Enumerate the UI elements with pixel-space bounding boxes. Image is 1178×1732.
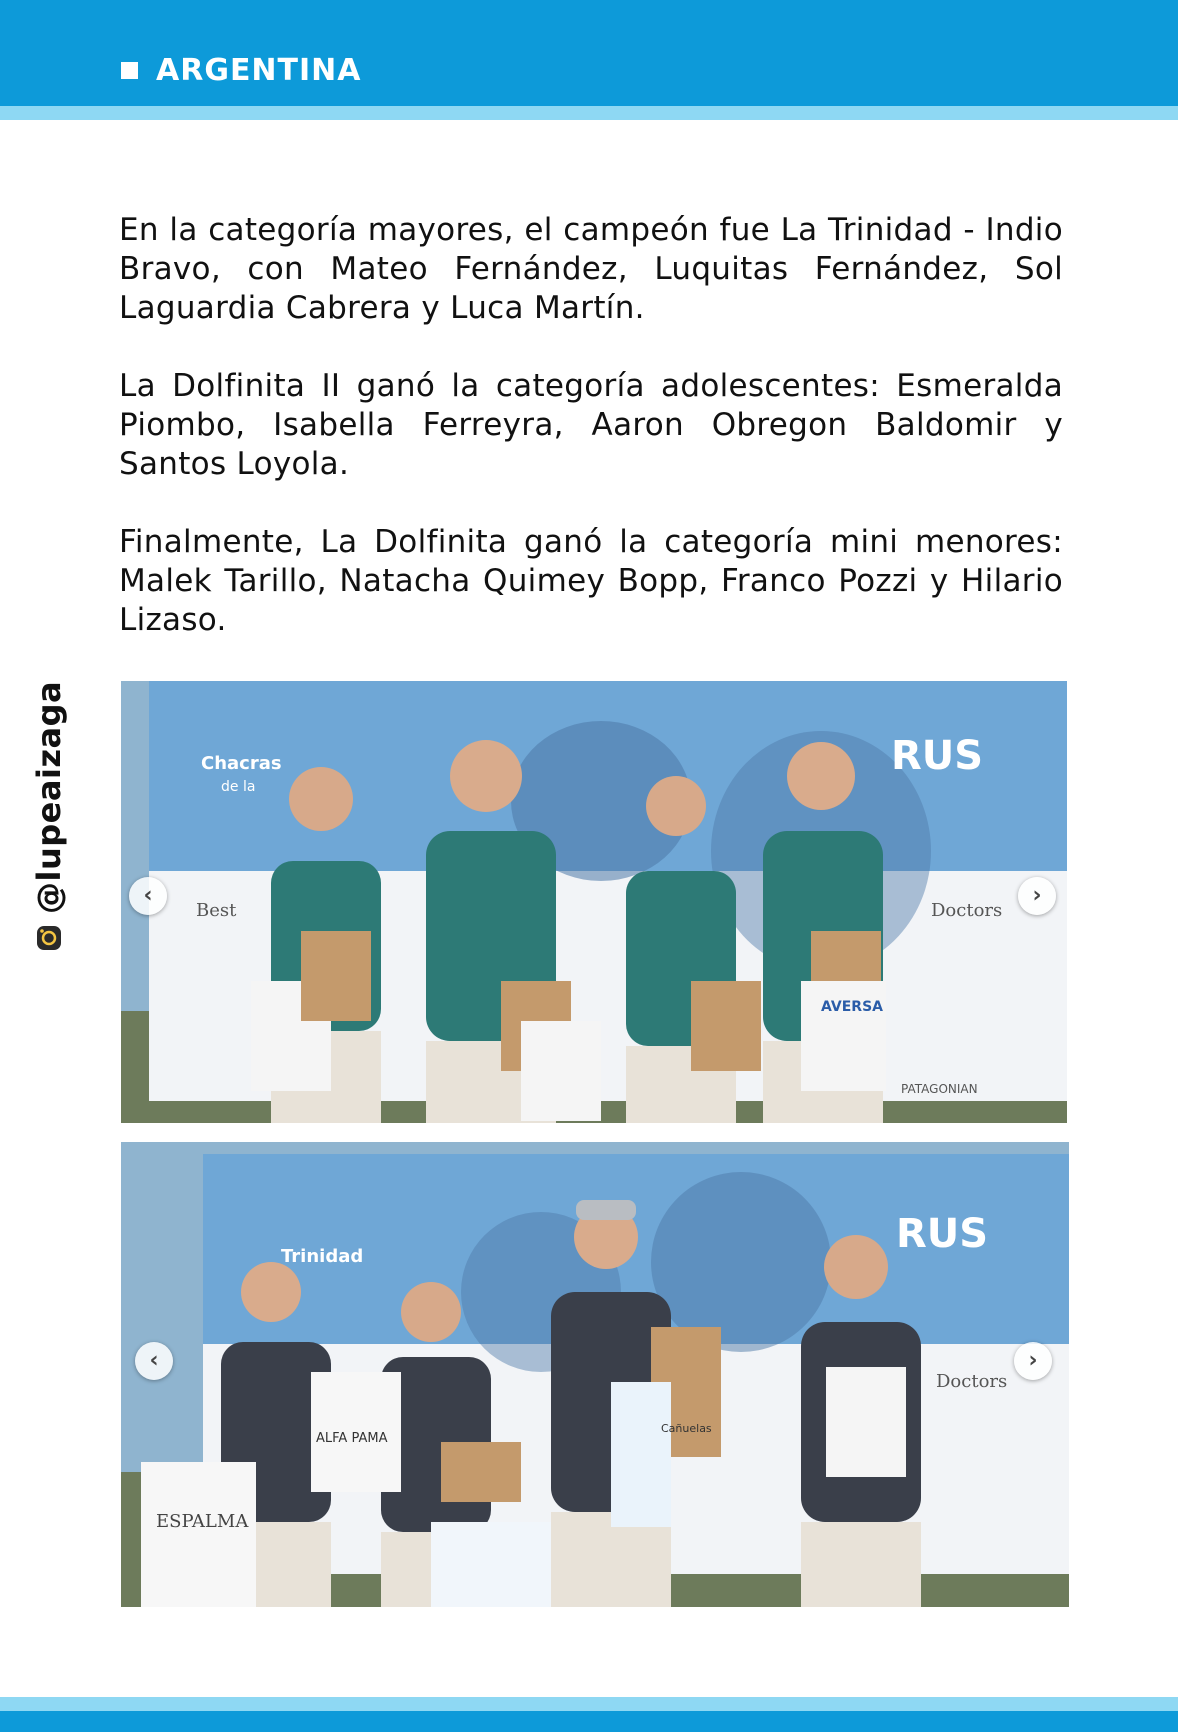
photo-team-1	[121, 681, 1067, 1123]
carousel-prev-button[interactable]: ‹	[129, 877, 167, 915]
article-body	[119, 211, 1063, 679]
banner-text-chacras: Chacras	[201, 753, 282, 774]
banner-text-rus: RUS	[891, 733, 984, 779]
instagram-handle: @lupeaizaga	[30, 680, 68, 914]
bag-text-aversa: AVERSA	[821, 999, 883, 1015]
instagram-icon	[35, 924, 63, 952]
paragraph-mini-menores: Finalmente, La Dolfinita ganó la categoría mini menores: Malek Tarillo, Natacha Quimey Bopp, Franco Pozzi y Hilario Lizaso.	[119, 524, 1063, 638]
photographer-credit	[30, 681, 68, 952]
bag-text-espalma: ESPALMA	[156, 1511, 249, 1532]
footer-bar	[0, 1711, 1178, 1732]
carousel-next-button[interactable]: ›	[1018, 877, 1056, 915]
banner-text-rus-2: RUS	[896, 1211, 989, 1257]
bag-text-alfa-pama: ALFA PAMA	[316, 1431, 388, 1446]
banner-text-patagonian: PATAGONIAN	[901, 1082, 978, 1096]
bag-text-canuelas: Cañuelas	[661, 1422, 712, 1435]
team-photo-2-image	[121, 1142, 1069, 1607]
carousel-next-button-2[interactable]: ›	[1014, 1342, 1052, 1380]
banner-text-trinidad: Trinidad	[281, 1246, 364, 1267]
section-label: ARGENTINA	[156, 52, 362, 88]
header-stripe	[0, 106, 1178, 120]
photo-team-2	[121, 1142, 1069, 1607]
paragraph-adolescentes: La Dolfinita II ganó la categoría adolescentes: Esmeralda Piombo, Isabella Ferreyra, Aaron Obregon Baldomir y Santos Loyola.	[119, 368, 1063, 482]
banner-text-best: Best	[196, 900, 237, 921]
banner-text-doctors-2: Doctors	[936, 1371, 1008, 1392]
team-photo-1-image	[121, 681, 1067, 1123]
footer-stripe	[0, 1697, 1178, 1711]
paragraph-mayores: En la categoría mayores, el campeón fue La Trinidad - Indio Bravo, con Mateo Fernández, Luquitas Fernández, Sol Laguardia Cabrera y Luca Martín.	[119, 212, 1063, 326]
carousel-prev-button-2[interactable]: ‹	[135, 1342, 173, 1380]
banner-text-delas: de la	[221, 779, 256, 795]
bullet-square-icon	[121, 62, 138, 79]
banner-text-doctors: Doctors	[931, 900, 1003, 921]
section-title	[121, 48, 362, 92]
